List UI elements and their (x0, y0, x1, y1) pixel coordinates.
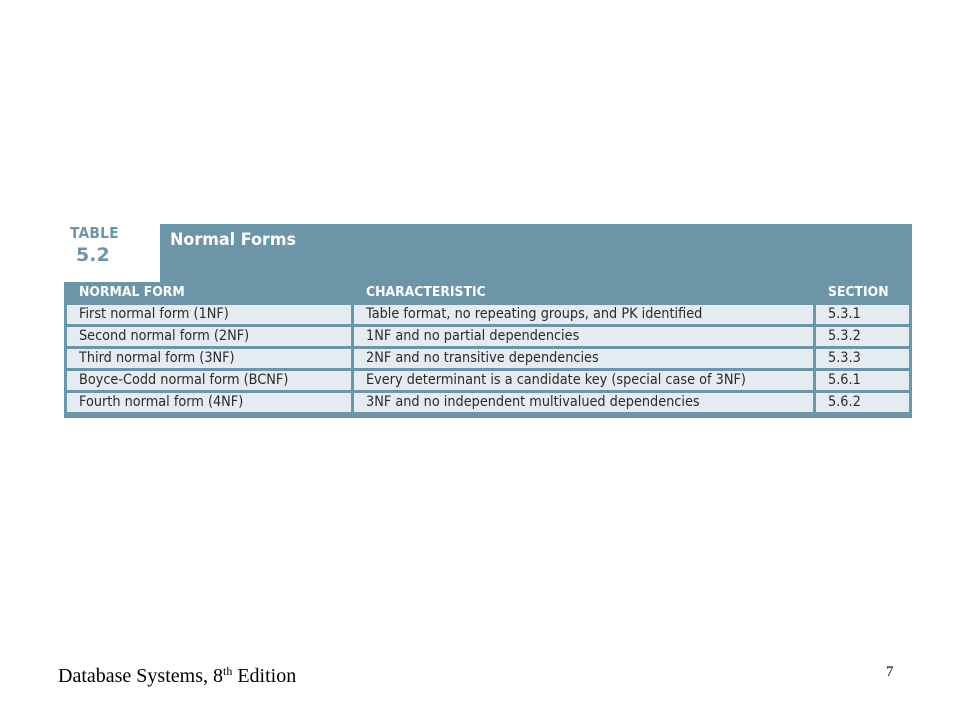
table-row-2-normal-form: Second normal form (2NF) (67, 327, 351, 346)
normal-forms-table (64, 282, 912, 418)
slide-footer-title (58, 663, 296, 689)
table-row-4-characteristic: Every determinant is a candidate key (special case of 3NF) (354, 371, 813, 390)
table-row-1-section: 5.3.1 (816, 305, 909, 324)
table-title: Normal Forms (170, 230, 297, 250)
table-row-3-characteristic: 2NF and no transitive dependencies (354, 349, 813, 368)
normal-forms-table-figure (64, 224, 912, 418)
column-header-characteristic: CHARACTERISTIC (354, 283, 813, 302)
table-row-5-section: 5.6.2 (816, 393, 909, 412)
table-row-4-section: 5.6.1 (816, 371, 909, 390)
footer-edition-word: Edition (232, 665, 297, 687)
table-row-2-characteristic: 1NF and no partial dependencies (354, 327, 813, 346)
table-row-1-characteristic: Table format, no repeating groups, and PK identified (354, 305, 813, 324)
table-row-2-section: 5.3.2 (816, 327, 909, 346)
table-number: 5.2 (76, 244, 110, 266)
table-row-5-characteristic: 3NF and no independent multivalued dependencies (354, 393, 813, 412)
table-row-3-normal-form: Third normal form (3NF) (67, 349, 351, 368)
table-row-3-section: 5.3.3 (816, 349, 909, 368)
table-row-4-normal-form: Boyce-Codd normal form (BCNF) (67, 371, 351, 390)
table-label: TABLE (70, 224, 119, 242)
table-row-1-normal-form: First normal form (1NF) (67, 305, 351, 324)
footer-edition-suffix: th (222, 664, 233, 678)
column-header-normal-form: NORMAL FORM (67, 283, 351, 302)
column-header-section: SECTION (816, 283, 909, 302)
page-number: 7 (886, 664, 894, 680)
footer-book-title: Database Systems, 8 (58, 665, 223, 687)
table-row-5-normal-form: Fourth normal form (4NF) (67, 393, 351, 412)
